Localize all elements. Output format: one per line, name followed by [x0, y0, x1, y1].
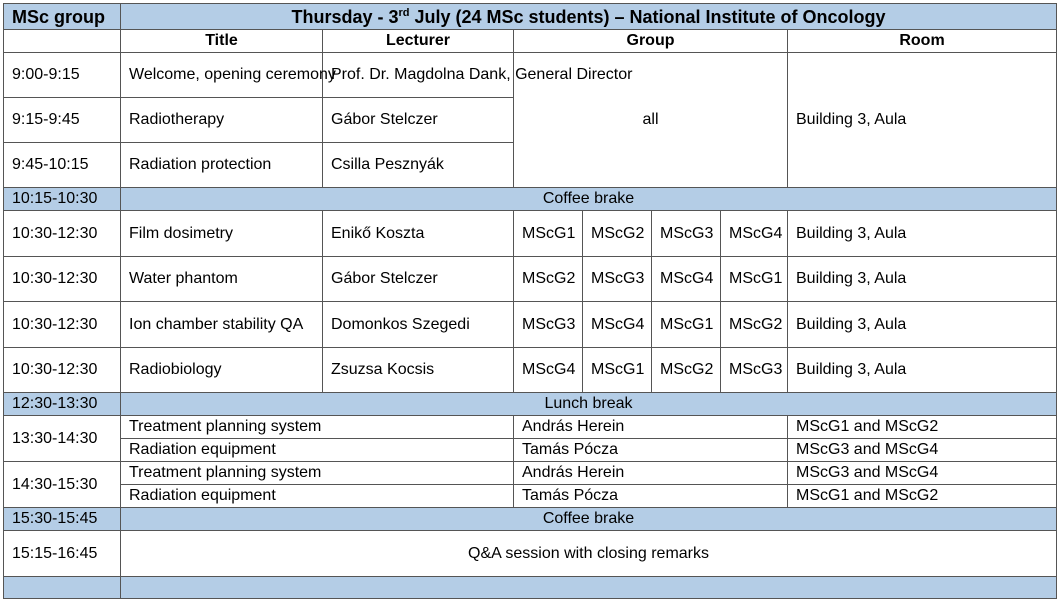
group-cell: MScG2 — [652, 348, 721, 393]
group-header: MSc group — [4, 4, 121, 30]
lecturer-column-header: Lecturer — [323, 30, 514, 53]
empty-cell — [121, 577, 1057, 599]
title-superscript: rd — [398, 6, 410, 19]
time-cell: 10:30-12:30 — [4, 211, 121, 257]
schedule-table — [3, 3, 1057, 599]
group-cell: MScG2 — [583, 211, 652, 257]
time-cell: 10:30-12:30 — [4, 257, 121, 302]
group-cell: MScG3 — [514, 302, 583, 348]
title-rest: July (24 MSc students) – National Institute of Oncology — [409, 6, 886, 27]
room-cell: Building 3, Aula — [788, 257, 1057, 302]
break-time-cell: 15:30-15:45 — [4, 508, 121, 531]
title-cell: Radiobiology — [121, 348, 323, 393]
title-cell: Ion chamber stability QA — [121, 302, 323, 348]
title-cell: Treatment planning system — [121, 462, 514, 485]
break-label: Lunch break — [121, 393, 1057, 416]
room-cell: Building 3, Aula — [788, 348, 1057, 393]
title-cell: Radiation equipment — [121, 485, 514, 508]
table-row — [4, 531, 1057, 577]
title-cell: Radiation equipment — [121, 439, 514, 462]
table-row — [4, 416, 1057, 439]
group-cell: MScG1 — [652, 302, 721, 348]
time-cell: 15:15-16:45 — [4, 531, 121, 577]
group-cell: MScG1 — [514, 211, 583, 257]
empty-cell — [4, 577, 121, 599]
lecturer-cell: András Herein — [514, 462, 788, 485]
table-row — [4, 348, 1057, 393]
table-row — [4, 462, 1057, 485]
lecturer-cell: Gábor Stelczer — [323, 98, 514, 143]
break-row — [4, 188, 1057, 211]
time-cell: 14:30-15:30 — [4, 462, 121, 508]
time-column-header — [4, 30, 121, 53]
table-row — [4, 53, 1057, 98]
group-cell: MScG3 — [652, 211, 721, 257]
group-cell: MScG3 — [583, 257, 652, 302]
title-cell: Radiotherapy — [121, 98, 323, 143]
lecturer-cell: Domonkos Szegedi — [323, 302, 514, 348]
group-cell: MScG4 — [721, 211, 788, 257]
lecturer-cell: Gábor Stelczer — [323, 257, 514, 302]
break-label: Coffee brake — [121, 508, 1057, 531]
group-cell: MScG4 — [583, 302, 652, 348]
title-column-header: Title — [121, 30, 323, 53]
time-cell: 9:45-10:15 — [4, 143, 121, 188]
group-cell: MScG3 and MScG4 — [788, 439, 1057, 462]
time-cell: 9:15-9:45 — [4, 98, 121, 143]
time-cell: 10:30-12:30 — [4, 302, 121, 348]
room-cell: Building 3, Aula — [788, 53, 1057, 188]
table-row — [4, 211, 1057, 257]
title-cell: Water phantom — [121, 257, 323, 302]
page-title — [121, 4, 1057, 30]
break-row — [4, 393, 1057, 416]
group-cell: MScG3 — [721, 348, 788, 393]
lecturer-cell: Enikő Koszta — [323, 211, 514, 257]
group-cell: MScG1 and MScG2 — [788, 485, 1057, 508]
table-row — [4, 439, 1057, 462]
group-cell: MScG1 — [583, 348, 652, 393]
table-row — [4, 302, 1057, 348]
lecturer-cell: Csilla Pesznyák — [323, 143, 514, 188]
time-cell: 10:30-12:30 — [4, 348, 121, 393]
time-cell: 13:30-14:30 — [4, 416, 121, 462]
break-time-cell: 10:15-10:30 — [4, 188, 121, 211]
group-cell: MScG4 — [652, 257, 721, 302]
column-header-row — [4, 30, 1057, 53]
header-row — [4, 4, 1057, 30]
footer-row — [4, 577, 1057, 599]
lecturer-cell: Zsuzsa Kocsis — [323, 348, 514, 393]
closing-session-cell: Q&A session with closing remarks — [121, 531, 1057, 577]
break-label: Coffee brake — [121, 188, 1057, 211]
table-row — [4, 485, 1057, 508]
group-cell: MScG3 and MScG4 — [788, 462, 1057, 485]
title-cell: Welcome, opening ceremony — [121, 53, 323, 98]
lecturer-cell: András Herein — [514, 416, 788, 439]
table-row — [4, 257, 1057, 302]
lecturer-cell: Tamás Pócza — [514, 485, 788, 508]
title-cell: Film dosimetry — [121, 211, 323, 257]
room-cell: Building 3, Aula — [788, 211, 1057, 257]
group-cell: MScG1 — [721, 257, 788, 302]
group-cell: MScG4 — [514, 348, 583, 393]
lecturer-cell: Tamás Pócza — [514, 439, 788, 462]
room-column-header: Room — [788, 30, 1057, 53]
group-cell: MScG2 — [514, 257, 583, 302]
break-time-cell: 12:30-13:30 — [4, 393, 121, 416]
title-day: Thursday - 3 — [291, 6, 399, 27]
group-cell: MScG1 and MScG2 — [788, 416, 1057, 439]
room-cell: Building 3, Aula — [788, 302, 1057, 348]
break-row — [4, 508, 1057, 531]
title-cell: Treatment planning system — [121, 416, 514, 439]
lecturer-cell: Prof. Dr. Magdolna Dank, General Director — [323, 53, 514, 98]
title-cell: Radiation protection — [121, 143, 323, 188]
group-cell: all — [514, 53, 788, 188]
group-cell: MScG2 — [721, 302, 788, 348]
time-cell: 9:00-9:15 — [4, 53, 121, 98]
group-column-header: Group — [514, 30, 788, 53]
